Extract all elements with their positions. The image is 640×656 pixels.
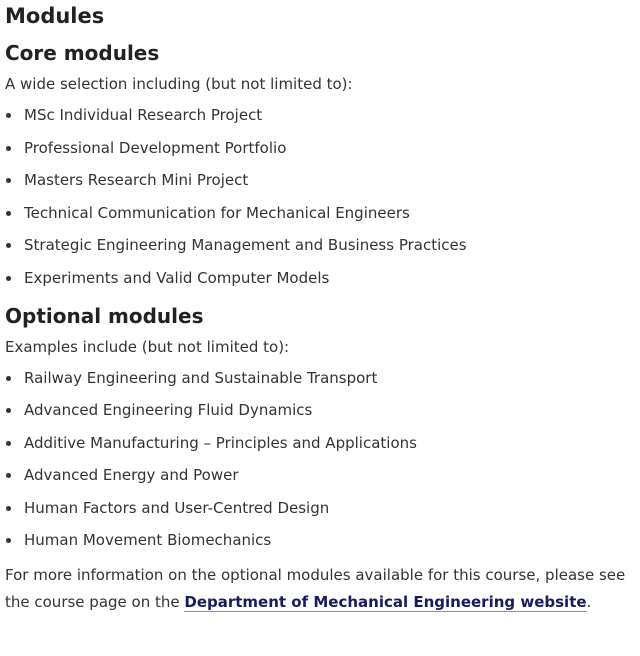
list-item: Professional Development Portfolio	[5, 137, 635, 159]
list-item: Advanced Engineering Fluid Dynamics	[5, 399, 635, 421]
core-modules-intro: A wide selection including (but not limited to):	[5, 75, 353, 93]
list-item: Experiments and Valid Computer Models	[5, 267, 635, 289]
core-modules-list	[5, 104, 635, 289]
page-title: Modules	[5, 4, 105, 28]
list-item: Railway Engineering and Sustainable Transport	[5, 367, 635, 389]
optional-modules-intro: Examples include (but not limited to):	[5, 337, 290, 356]
list-item: Technical Communication for Mechanical Engineers	[5, 202, 635, 224]
footer-info-text	[5, 562, 633, 616]
list-item: Masters Research Mini Project	[5, 169, 635, 191]
core-modules-heading: Core modules	[5, 41, 160, 65]
optional-modules-heading: Optional modules	[5, 303, 204, 328]
list-item: Human Factors and User-Centred Design	[5, 497, 635, 519]
list-item: Human Movement Biomechanics	[5, 529, 635, 551]
list-item: Advanced Energy and Power	[5, 464, 635, 486]
list-item: MSc Individual Research Project	[5, 104, 635, 126]
core-modules-section	[5, 39, 635, 289]
optional-modules-section	[5, 302, 635, 552]
optional-modules-list	[5, 367, 635, 552]
list-item: Strategic Engineering Management and Business Practices	[5, 234, 635, 256]
list-item: Additive Manufacturing – Principles and Applications	[5, 432, 635, 454]
footer-text-before: For more information on the optional modules available for this course, please see the course page on the	[5, 565, 626, 611]
department-website-link[interactable]: Department of Mechanical Engineering website	[184, 592, 587, 611]
footer-text-after: .	[586, 592, 592, 611]
